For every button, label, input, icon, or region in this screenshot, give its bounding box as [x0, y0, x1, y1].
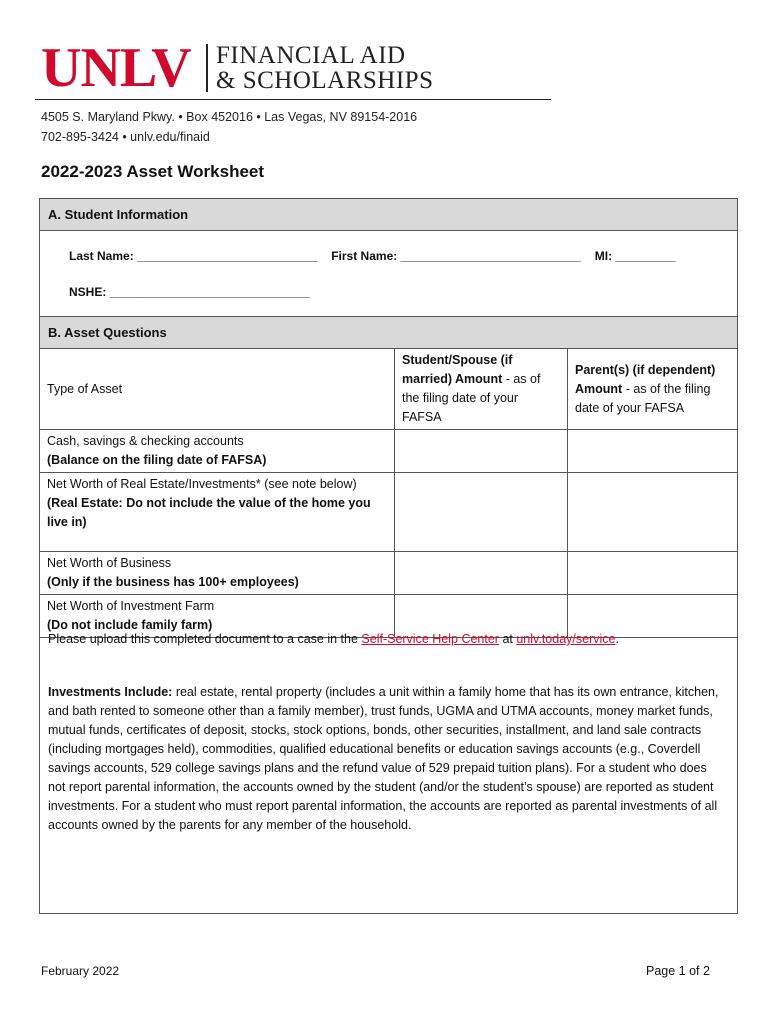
section-b-heading: B. Asset Questions [40, 317, 737, 349]
asset-type-cell: Net Worth of Investment Farm (Do not include family farm) [40, 595, 395, 638]
student-amount-cell[interactable] [395, 473, 568, 552]
mi-field[interactable]: MI: _________ [594, 249, 676, 263]
logo-line-scholarships: & SCHOLARSHIPS [216, 67, 434, 94]
asset-type-cell: Cash, savings & checking accounts (Balance on the filing date of FAFSA) [40, 430, 395, 473]
investments-text: real estate, rental property (includes a unit within a family home that has its own entrance, kitchen, and bath rented to someone other than a family member), trust funds, UGMA and UTMA accounts, money market funds, mutual funds, certificates of deposit, stocks, stock options, bonds, other securities, installment, and land sale contracts (including mortgages held), commodities, qualified educational benefits or education savings accounts (e.g., Coverdell savings accounts, 529 college savings plans and the refund value of 529 prepaid tuition plans). For a student who does not report parental information, the accounts owned by the student (and/or the student’s spouse) are reported as student investments. For a student who must report parental information, the accounts are reported as parental investments of all accounts owned by the parents for any member of the household. [48, 685, 719, 832]
parent-amount-cell[interactable] [568, 430, 738, 473]
section-asset-questions [39, 316, 738, 914]
contact-line: 702-895-3424 • unlv.edu/finaid [41, 130, 210, 144]
section-student-information [39, 198, 738, 317]
page-title: 2022-2023 Asset Worksheet [41, 162, 265, 181]
table-row [40, 552, 738, 595]
parent-amount-cell[interactable] [568, 552, 738, 595]
investments-note [48, 683, 723, 835]
asset-table [39, 348, 738, 638]
student-amount-cell[interactable] [395, 552, 568, 595]
table-row [40, 430, 738, 473]
self-service-help-center-link[interactable]: Self-Service Help Center [361, 632, 499, 646]
investments-label: Investments Include: [48, 685, 173, 699]
page-number: Page 1 of 2 [646, 964, 710, 978]
student-amount-cell[interactable] [395, 430, 568, 473]
asset-type-cell: Net Worth of Business (Only if the business has 100+ employees) [40, 552, 395, 595]
address-line: 4505 S. Maryland Pkwy. • Box 452016 • Las Vegas, NV 89154-2016 [41, 110, 418, 124]
logo-divider [206, 44, 208, 92]
first-name-field[interactable]: First Name: ___________________________ [331, 249, 581, 263]
header-rule [35, 99, 551, 100]
logo-wordmark: UNLV [41, 37, 191, 99]
unlv-today-service-link[interactable]: unlv.today/service [516, 632, 616, 646]
upload-instructions: Please upload this completed document to a case in the Self-Service Help Center at unlv.today/service. [48, 632, 619, 646]
last-name-field[interactable]: Last Name: ___________________________ [69, 249, 318, 263]
column-header-parent: Parent(s) (if dependent) Amount - as of the filing date of your FAFSA [568, 349, 738, 430]
nshe-field[interactable]: NSHE: ______________________________ [69, 285, 310, 299]
asset-type-cell: Net Worth of Real Estate/Investments* (see note below) (Real Estate: Do not include the value of the home you live in) [40, 473, 395, 552]
section-a-heading: A. Student Information [40, 199, 737, 231]
logo-line-financial-aid: FINANCIAL AID [216, 42, 406, 69]
footer-date: February 2022 [41, 964, 120, 978]
parent-amount-cell[interactable] [568, 473, 738, 552]
column-header-student: Student/Spouse (if married) Amount - as of the filing date of your FAFSA [395, 349, 568, 430]
name-fields-row [69, 249, 676, 263]
table-row [40, 473, 738, 552]
column-header-type: Type of Asset [40, 349, 395, 430]
asset-table-header [40, 349, 738, 430]
